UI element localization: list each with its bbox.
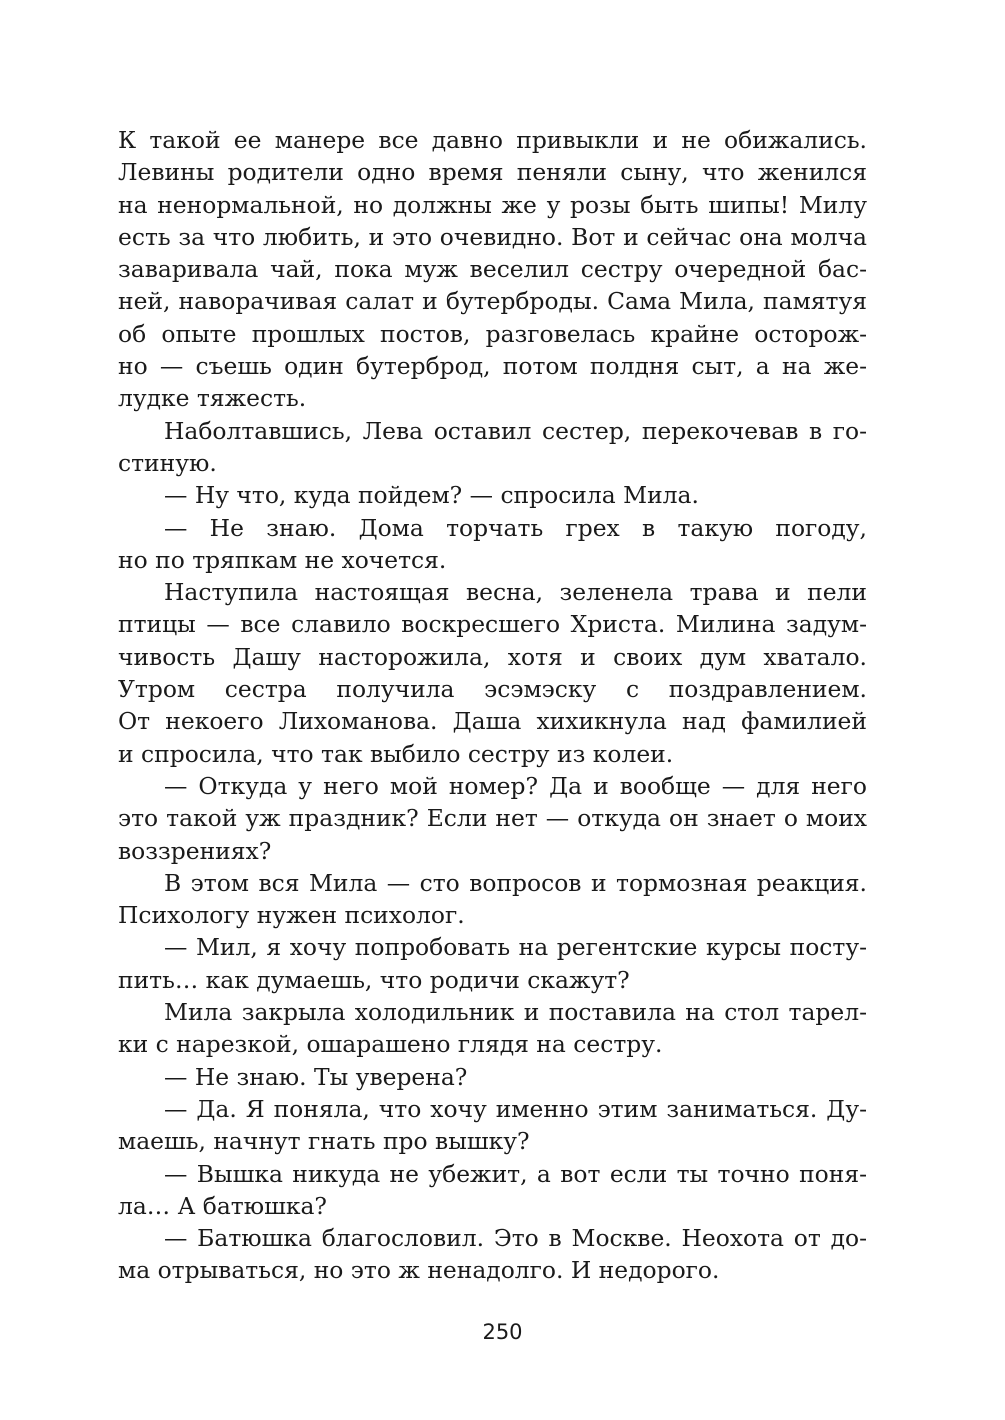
text-line: ла… А батюшка?	[118, 1191, 327, 1220]
text-line: От некоего Лихоманова. Даша хихикнула над фамилией	[118, 707, 867, 736]
text-line: чивость Дашу насторожила, хотя и своих дум хватало.	[118, 642, 867, 671]
text-line: — Не знаю. Дома торчать грех в такую погоду,	[164, 513, 867, 542]
text-line: — Ну что, куда пойдем? — спросила Мила.	[164, 481, 699, 510]
text-line: Психологу нужен психолог.	[118, 901, 465, 930]
text-line: Левины родители одно время пеняли сыну, что женился	[118, 158, 867, 187]
text-line: — Откуда у него мой номер? Да и вообще — для него	[164, 771, 867, 800]
text-line: — Не знаю. Ты уверена?	[164, 1062, 468, 1091]
text-line: заваривала чай, пока муж веселил сестру очередной бас-	[118, 255, 867, 284]
text-line: лудке тяжесть.	[118, 384, 307, 413]
text-line: В этом вся Мила — сто вопросов и тормозная реакция.	[164, 868, 867, 897]
text-line: пить… как думаешь, что родичи скажут?	[118, 965, 630, 994]
text-line: Мила закрыла холодильник и поставила на стол тарел-	[164, 998, 867, 1027]
text-line: ма отрываться, но это ж ненадолго. И недорого.	[118, 1256, 720, 1285]
text-line: на ненормальной, но должны же у розы быть шипы! Милу	[118, 190, 867, 219]
text-line: К такой ее манере все давно привыкли и не обижались.	[118, 126, 867, 154]
text-line: и спросила, что так выбило сестру из колеи.	[118, 739, 674, 768]
text-line: Наболтавшись, Лева оставил сестер, перекочевав в го-	[164, 416, 867, 445]
text-line: стиную.	[118, 448, 217, 477]
text-line: — Мил, я хочу попробовать на регентские курсы посту-	[164, 933, 867, 962]
text-line: ней, наворачивая салат и бутерброды. Сама Мила, памятуя	[118, 287, 867, 316]
text-line: но по тряпкам не хочется.	[118, 545, 447, 574]
text-line: это такой уж праздник? Если нет — откуда он знает о моих	[118, 804, 867, 833]
page-number: 250	[482, 1320, 523, 1344]
text-line: воззрениях?	[118, 836, 272, 865]
text-line: — Вышка никуда не убежит, а вот если ты точно поня-	[164, 1159, 867, 1188]
text-line: — Да. Я поняла, что хочу именно этим заниматься. Ду-	[164, 1094, 867, 1123]
text-line: есть за что любить, и это очевидно. Вот и сейчас она молча	[118, 222, 867, 251]
text-line: — Батюшка благословил. Это в Москве. Неохота от до-	[164, 1224, 867, 1253]
text-line: об опыте прошлых постов, разговелась крайне осторож-	[118, 319, 867, 348]
text-line: маешь, начнут гнать про вышку?	[118, 1127, 530, 1156]
text-line: Утром сестра получила эсэмэску с поздравлением.	[118, 675, 867, 704]
text-line: Наступила настоящая весна, зеленела трава и пели	[164, 578, 867, 607]
text-line: но — съешь один бутерброд, потом полдня сыт, а на же-	[118, 352, 867, 381]
text-line: птицы — все славило воскресшего Христа. Милина задум-	[118, 610, 867, 639]
text-line: ки с нарезкой, ошарашено глядя на сестру.	[118, 1030, 663, 1059]
body-text	[118, 124, 867, 1287]
